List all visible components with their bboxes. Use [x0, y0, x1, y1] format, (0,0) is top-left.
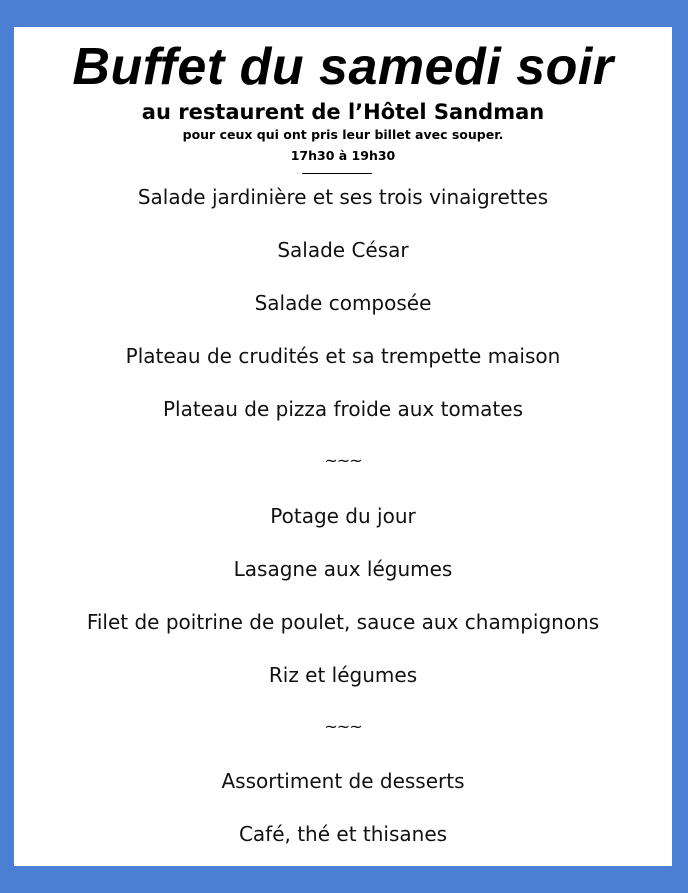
menu-separator: ~~~	[324, 717, 362, 736]
menu-sheet	[14, 27, 672, 866]
menu-item: Riz et légumes	[268, 663, 418, 687]
menu-item: Lasagne aux légumes	[233, 557, 453, 581]
menu-item: Assortiment de desserts	[221, 769, 465, 793]
menu-item: Salade composée	[254, 291, 432, 315]
menu-item: Salade César	[277, 238, 409, 262]
menu-title: Buffet du samedi soir	[72, 38, 614, 96]
menu-item: Café, thé et thisanes	[238, 822, 448, 846]
menu-separator: ~~~	[324, 451, 362, 470]
menu-note: pour ceux qui ont pris leur billet avec souper.	[182, 127, 504, 142]
menu-item: Filet de poitrine de poulet, sauce aux champignons	[86, 610, 600, 634]
menu-item: Potage du jour	[270, 504, 416, 528]
menu-item: Salade jardinière et ses trois vinaigrettes	[137, 185, 549, 209]
divider-line	[302, 173, 372, 174]
menu-item: Plateau de pizza froide aux tomates	[162, 397, 523, 421]
menu-subtitle: au restaurent de l’Hôtel Sandman	[141, 100, 545, 124]
menu-hours: 17h30 à 19h30	[290, 148, 396, 163]
menu-item: Plateau de crudités et sa trempette maison	[125, 344, 561, 368]
